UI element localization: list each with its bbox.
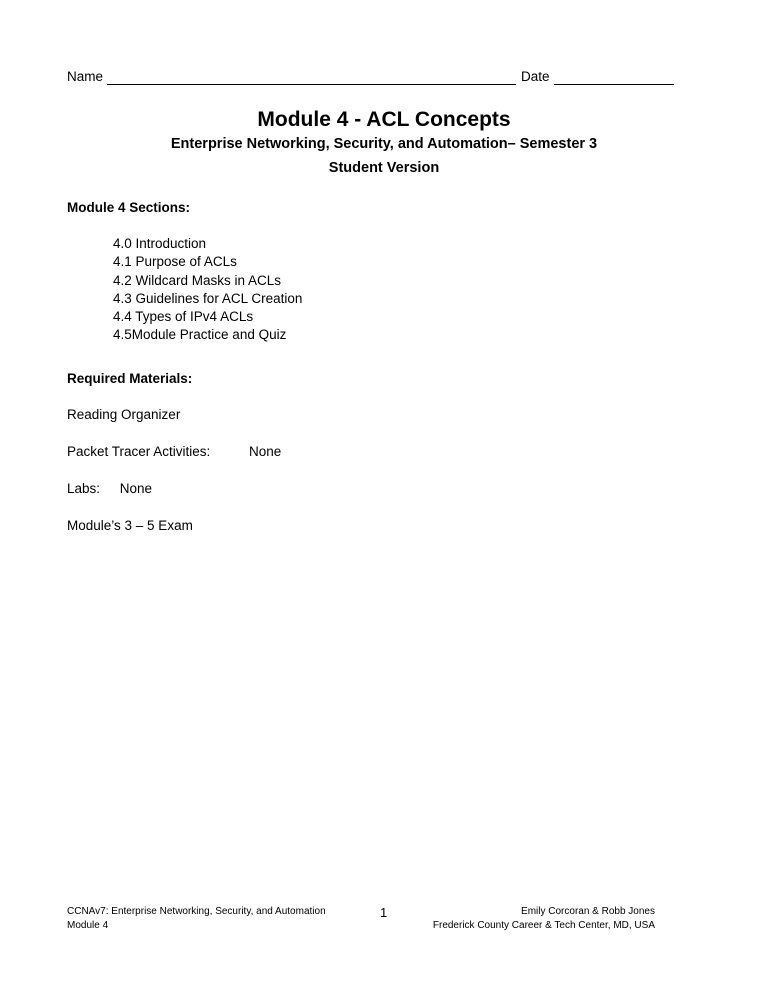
document-subtitle: Enterprise Networking, Security, and Automation– Semester 3 (170, 136, 598, 152)
section-item: 4.2 Wildcard Masks in ACLs (113, 272, 282, 288)
name-date-row (67, 69, 679, 85)
footer-institution: Frederick County Career & Tech Center, MD, USA (432, 920, 655, 931)
labs-label: Labs: (67, 481, 101, 496)
sections-list (113, 235, 302, 345)
section-item: 4.1 Purpose of ACLs (113, 254, 237, 270)
reading-organizer: Reading Organizer (67, 407, 181, 422)
sections-heading: Module 4 Sections: (67, 200, 191, 215)
section-item: 4.4 Types of IPv4 ACLs (113, 309, 254, 325)
document-title: Module 4 - ACL Concepts (257, 108, 511, 131)
section-item: 4.5Module Practice and Quiz (113, 327, 287, 343)
footer-module: Module 4 (67, 920, 109, 931)
packet-tracer-row (67, 444, 367, 460)
name-label: Name (67, 69, 104, 84)
footer-course-name: CCNAv7: Enterprise Networking, Security, and Automation (67, 906, 326, 917)
required-materials-heading: Required Materials: (67, 371, 193, 386)
date-blank-line (554, 70, 674, 85)
footer-course-info (67, 905, 326, 933)
section-item: 4.3 Guidelines for ACL Creation (113, 290, 303, 306)
page-number: 1 (380, 905, 388, 920)
labs-row (67, 481, 152, 497)
packet-tracer-label: Packet Tracer Activities: (67, 444, 211, 459)
exam-line: Module’s 3 – 5 Exam (67, 518, 193, 533)
labs-value: None (119, 481, 153, 496)
date-label: Date (521, 69, 550, 84)
document-version: Student Version (328, 160, 440, 176)
name-blank-line (107, 70, 516, 85)
section-item: 4.0 Introduction (113, 236, 207, 251)
packet-tracer-value: None (249, 444, 282, 459)
footer-authors (433, 905, 655, 933)
footer-author-names: Emily Corcoran & Robb Jones (521, 906, 655, 917)
